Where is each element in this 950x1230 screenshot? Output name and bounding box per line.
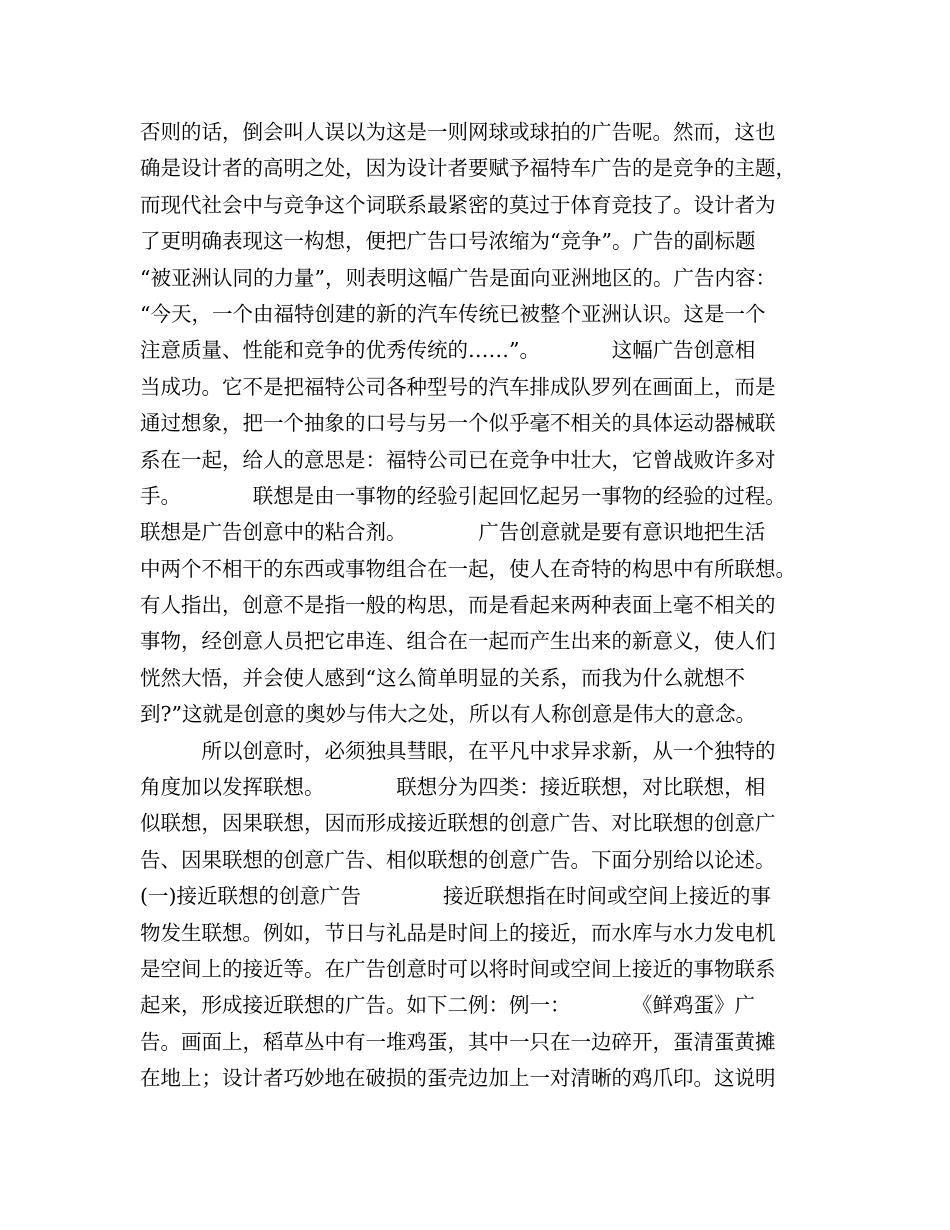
text-line: 在地上；设计者巧妙地在破损的蛋壳边加上一对清晰的鸡爪印。这说明: [140, 1066, 776, 1091]
text-line: 确是设计者的高明之处，因为设计者要赋予福特车广告的是竞争的主题，: [140, 156, 796, 181]
text-line: 系在一起，给人的意思是：福特公司已在竞争中壮大，它曾战败许多对: [140, 447, 776, 472]
text-line: 注意质量、性能和竞争的优秀传统的……”。 这幅广告创意相: [140, 338, 756, 363]
text-line: 物发生联想。例如，节日与礼品是时间上的接近，而水库与水力发电机: [140, 920, 776, 945]
text-line: 是空间上的接近等。在广告创意时可以将时间或空间上接近的事物联系: [140, 956, 776, 981]
text-line: “今天，一个由福特创建的新的汽车传统已被整个亚洲认识。这是一个: [140, 301, 766, 326]
text-line: 当成功。它不是把福特公司各种型号的汽车排成队罗列在画面上，而是: [140, 374, 776, 399]
text-line: 到?”这就是创意的奥妙与伟大之处，所以有人称创意是伟大的意念。: [140, 702, 756, 727]
text-line: 有人指出，创意不是指一般的构思，而是看起来两种表面上毫不相关的: [140, 593, 776, 618]
text-line: “被亚洲认同的力量”，则表明这幅广告是面向亚洲地区的。广告内容：: [140, 265, 776, 290]
text-line: 而现代社会中与竞争这个词联系最紧密的莫过于体育竞技了。设计者为: [140, 192, 776, 217]
text-line: 角度加以发挥联想。 联想分为四类：接近联想，对比联想，相: [140, 775, 766, 800]
text-line: 中两个不相干的东西或事物组合在一起，使人在奇特的构思中有所联想。: [140, 556, 796, 581]
body-text: [140, 114, 830, 1097]
text-line: 起来，形成接近联想的广告。如下二例：例一： 《鲜鸡蛋》广: [140, 993, 755, 1018]
text-line: 似联想，因果联想，因而形成接近联想的创意广告、对比联想的创意广: [140, 811, 776, 836]
text-line: 否则的话，倒会叫人误以为这是一则网球或球拍的广告呢。然而，这也: [140, 120, 776, 144]
text-line: 事物，经创意人员把它串连、组合在一起而产生出来的新意义，使人们: [140, 629, 776, 654]
text-line: 通过想象，把一个抽象的口号与另一个似乎毫不相关的具体运动器械联: [140, 411, 776, 436]
text-line: 恍然大悟，并会使人感到“这么简单明显的关系，而我为什么就想不: [140, 665, 745, 690]
text-line: (一)接近联想的创意广告 接近联想指在时间或空间上接近的事: [140, 884, 771, 909]
text-line: 告。画面上，稻草丛中有一堆鸡蛋，其中一只在一边碎开，蛋清蛋黄摊: [140, 1029, 776, 1054]
text-line: 手。 联想是由一事物的经验引起回忆起另一事物的经验的过程。: [140, 483, 786, 508]
text-line: 联想是广告创意中的粘合剂。 广告创意就是要有意识地把生活: [140, 520, 766, 545]
text-line: 告、因果联想的创意广告、相似联想的创意广告。下面分别给以论述。: [140, 847, 776, 872]
text-line: 所以创意时，必须独具彗眼，在平凡中求异求新，从一个独特的: [140, 738, 776, 763]
text-line: 了更明确表现这一构想，便把广告口号浓缩为“竞争”。广告的副标题: [140, 229, 756, 254]
